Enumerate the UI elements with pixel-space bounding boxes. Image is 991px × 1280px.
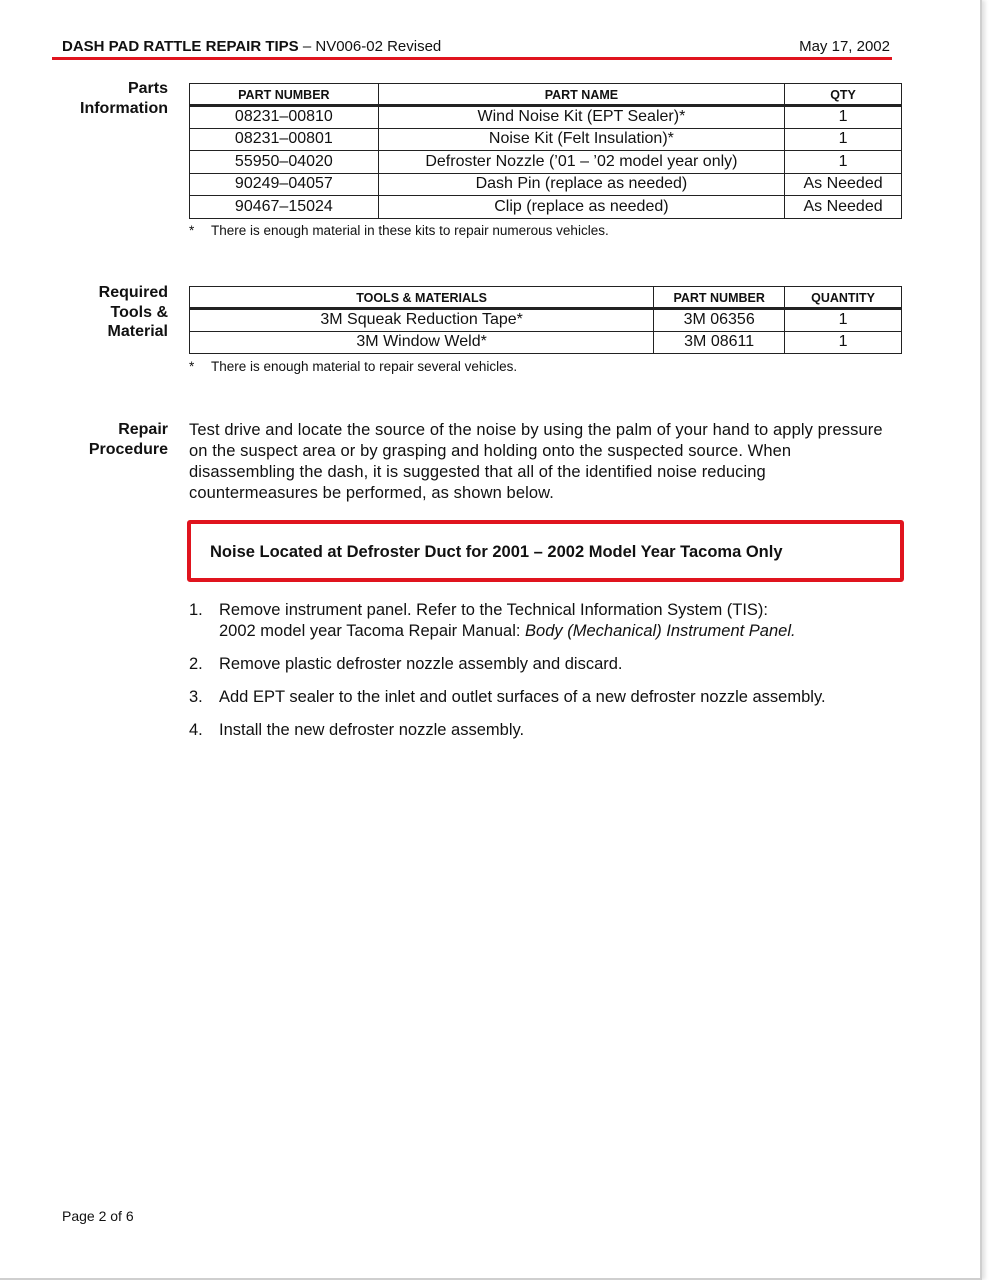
- step-text-continued: [219, 621, 899, 642]
- qty-cell: As Needed: [785, 196, 902, 219]
- qty-cell: 1: [785, 151, 902, 174]
- part-number-cell: 90467–15024: [190, 196, 379, 219]
- step-text: Install the new defroster nozzle assembly.: [219, 721, 525, 739]
- footnote-asterisk: *: [189, 359, 195, 374]
- part-number-cell: 55950–04020: [190, 151, 379, 174]
- tools-footnote: [189, 359, 517, 374]
- tool-name-cell: 3M Window Weld*: [190, 331, 654, 354]
- tool-name-cell: 3M Squeak Reduction Tape*: [190, 309, 654, 332]
- procedure-intro: Test drive and locate the source of the noise by using the palm of your hand to apply pressure on the suspect area or by grasping and holding onto the suspected source. When disassembling the dash, it is suggested that all of the identified noise reducing countermeasures be performed, as shown below.: [189, 421, 883, 502]
- table-row: [190, 128, 902, 151]
- procedure-label-line2: Procedure: [88, 441, 168, 458]
- document-header: [62, 38, 890, 55]
- parts-information-label: [40, 79, 168, 119]
- part-name-cell: Wind Noise Kit (EPT Sealer)*: [378, 106, 784, 129]
- step-text: Remove plastic defroster nozzle assembly and discard.: [219, 655, 623, 673]
- tools-table: [189, 286, 902, 354]
- tools-label-line2: Tools &: [110, 303, 168, 321]
- parts-table: [189, 83, 902, 219]
- tools-col-header: TOOLS & MATERIALS: [190, 287, 654, 309]
- parts-table-header: [190, 84, 902, 106]
- parts-footnote-text: There is enough material in these kits to repair numerous vehicles.: [211, 223, 609, 238]
- table-row: [190, 106, 902, 129]
- parts-label-line1: Parts: [127, 80, 168, 97]
- tool-quantity-cell: 1: [785, 331, 902, 354]
- tool-part-number-cell: 3M 08611: [654, 331, 785, 354]
- tools-col-header: QUANTITY: [785, 287, 902, 309]
- table-row: [190, 196, 902, 219]
- document-date: May 17, 2002: [799, 38, 890, 55]
- part-name-cell: Dash Pin (replace as needed): [378, 173, 784, 196]
- table-row: [190, 173, 902, 196]
- tools-label: [40, 283, 168, 342]
- tools-footnote-text: There is enough material to repair several vehicles.: [211, 359, 518, 374]
- tools-label-line3: Material: [107, 323, 168, 340]
- footnote-asterisk: *: [189, 223, 195, 238]
- part-number-cell: 08231–00801: [190, 128, 379, 151]
- page-number: Page 2 of 6: [62, 1208, 134, 1224]
- procedure-steps: [189, 600, 899, 741]
- tools-label-line1: Required: [98, 284, 168, 301]
- part-number-cell: 90249–04057: [190, 173, 379, 196]
- step-text: Remove instrument panel. Refer to the Technical Information System (TIS):: [219, 601, 769, 619]
- parts-col-header: PART NAME: [378, 84, 784, 106]
- procedure-label-line1: Repair: [118, 421, 168, 438]
- tools-col-header: PART NUMBER: [654, 287, 785, 309]
- step-number: 3.: [189, 688, 203, 706]
- step-manual-section: Body (Mechanical) Instrument Panel.: [525, 622, 796, 640]
- table-row: [190, 309, 902, 332]
- qty-cell: As Needed: [785, 173, 902, 196]
- tool-part-number-cell: 3M 06356: [654, 309, 785, 332]
- step-text: Add EPT sealer to the inlet and outlet surfaces of a new defroster nozzle assembly.: [219, 688, 826, 706]
- step-number: 4.: [189, 721, 203, 739]
- tool-quantity-cell: 1: [785, 309, 902, 332]
- defroster-duct-callout: [187, 520, 904, 582]
- list-item: [189, 687, 899, 708]
- qty-cell: 1: [785, 106, 902, 129]
- header-rule: [52, 57, 892, 60]
- list-item: [189, 654, 899, 675]
- step-number: 2.: [189, 655, 203, 673]
- part-name-cell: Noise Kit (Felt Insulation)*: [378, 128, 784, 151]
- part-name-cell: Clip (replace as needed): [378, 196, 784, 219]
- table-row: [190, 331, 902, 354]
- parts-col-header: QTY: [785, 84, 902, 106]
- tools-table-header: [190, 287, 902, 309]
- parts-label-line2: Information: [80, 100, 168, 117]
- document-bulletin-number: – NV006-02 Revised: [298, 38, 442, 55]
- table-row: [190, 151, 902, 174]
- list-item: [189, 600, 899, 642]
- parts-col-header: PART NUMBER: [190, 84, 379, 106]
- list-item: [189, 720, 899, 741]
- parts-footnote: [189, 223, 609, 238]
- part-number-cell: 08231–00810: [190, 106, 379, 129]
- repair-procedure-label: [40, 420, 168, 460]
- callout-text: Noise Located at Defroster Duct for 2001 – 2002 Model Year Tacoma Only: [210, 543, 783, 561]
- document-title: DASH PAD RATTLE REPAIR TIPS: [62, 38, 299, 55]
- step-number: 1.: [189, 601, 203, 619]
- part-name-cell: Defroster Nozzle (’01 – ’02 model year only): [378, 151, 784, 174]
- qty-cell: 1: [785, 128, 902, 151]
- step-manual-ref: 2002 model year Tacoma Repair Manual:: [219, 622, 526, 640]
